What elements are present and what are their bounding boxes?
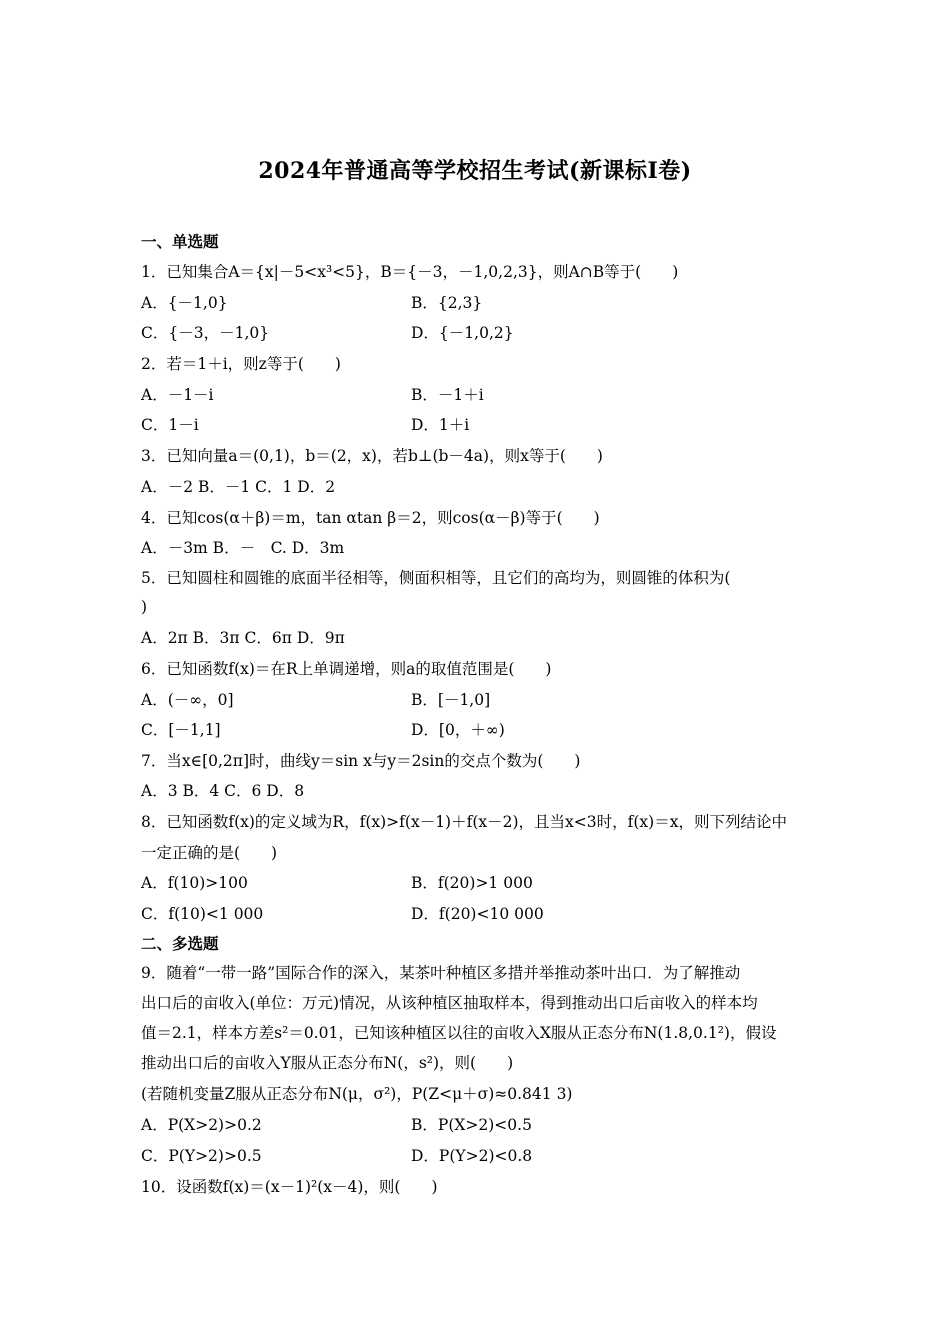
question-9-option-d: D．P(Y>2)<0.8 [411,1147,533,1165]
question-6-option-b: B．[－1,0] [411,691,491,709]
section-heading-multiple-choice: 二、多选题 [141,934,219,953]
question-2-option-b: B．－1＋i [411,386,484,404]
question-10-stem: 10．设函数f(x)＝(x－1)²(x－4)，则( ) [141,1178,438,1196]
question-8-option-c: C．f(10)<1 000 [141,905,264,923]
question-2-option-a: A．－1－i [141,386,214,404]
question-9-stem-line-1: 9．随着“一带一路”国际合作的深入，某茶叶种植区多措并举推动茶叶出口．为了解推动 [141,964,741,982]
question-8-option-b: B．f(20)>1 000 [411,874,533,892]
question-2-option-d: D．1＋i [411,416,470,434]
question-1-option-d: D．{－1,0,2} [411,324,514,342]
question-6-option-c: C．[－1,1] [141,721,221,739]
question-8-stem-line-1: 8．已知函数f(x)的定义域为R，f(x)>f(x－1)＋f(x－2)，且当x<3时，f(x)＝x，则下列结论中 [141,813,787,831]
question-3-options: A．－2 B．－1 C．1 D．2 [141,478,336,496]
question-6-stem: 6．已知函数f(x)＝在R上单调递增，则a的取值范围是( ) [141,660,552,678]
question-9-option-c: C．P(Y>2)>0.5 [141,1147,262,1165]
question-2-option-c: C．1－i [141,416,199,434]
question-1-option-b: B．{2,3} [411,294,483,312]
question-9-option-a: A．P(X>2)>0.2 [141,1116,262,1134]
question-6-option-d: D．[0，＋∞) [411,721,505,739]
question-1-option-c: C．{－3，－1,0} [141,324,270,342]
section-heading-single-choice: 一、单选题 [141,232,219,251]
question-4-stem: 4．已知cos(α＋β)＝m，tan αtan β＝2，则cos(α－β)等于( ) [141,509,600,527]
question-9-stem-line-4: 推动出口后的亩收入Y服从正态分布N(，s²)，则( ) [141,1054,514,1072]
question-2-stem: 2．若＝1＋i，则z等于( ) [141,355,341,373]
question-8-stem-line-2: 一定正确的是( ) [141,844,278,862]
question-3-stem: 3．已知向量a＝(0,1)，b＝(2，x)，若b⊥(b－4a)，则x等于( ) [141,447,603,465]
question-9-stem-line-2: 出口后的亩收入(单位：万元)情况，从该种植区抽取样本，得到推动出口后亩收入的样本均 [141,994,758,1012]
question-7-options: A．3 B．4 C．6 D．8 [141,782,305,800]
question-7-stem: 7．当x∈[0,2π]时，曲线y＝sin x与y＝2sin的交点个数为( ) [141,752,581,770]
question-8-option-d: D．f(20)<10 000 [411,905,544,923]
question-9-stem-line-3: 值＝2.1，样本方差s²＝0.01，已知该种植区以往的亩收入X服从正态分布N(1.8,0.1²)，假设 [141,1024,777,1042]
question-5-stem-line-1: 5．已知圆柱和圆锥的底面半径相等，侧面积相等，且它们的高均为，则圆锥的体积为( [141,569,731,587]
question-9-note: (若随机变量Z服从正态分布N(μ，σ²)，P(Z<μ＋σ)≈0.841 3) [141,1085,573,1103]
question-9-option-b: B．P(X>2)<0.5 [411,1116,532,1134]
question-5-options: A．2π B．3π C．6π D．9π [141,629,345,647]
page-title: 2024年普通高等学校招生考试(新课标Ⅰ卷) [258,158,692,184]
question-1-stem: 1．已知集合A＝{x|－5<x³<5}，B＝{－3，－1,0,2,3}，则A∩B等于( ) [141,263,679,281]
question-5-stem-line-2: ) [141,598,148,616]
question-6-option-a: A．(－∞，0] [141,691,234,709]
question-4-options: A．－3m B．－ C. D．3m [141,539,345,557]
question-8-option-a: A．f(10)>100 [141,874,248,892]
question-1-option-a: A．{－1,0} [141,294,228,312]
